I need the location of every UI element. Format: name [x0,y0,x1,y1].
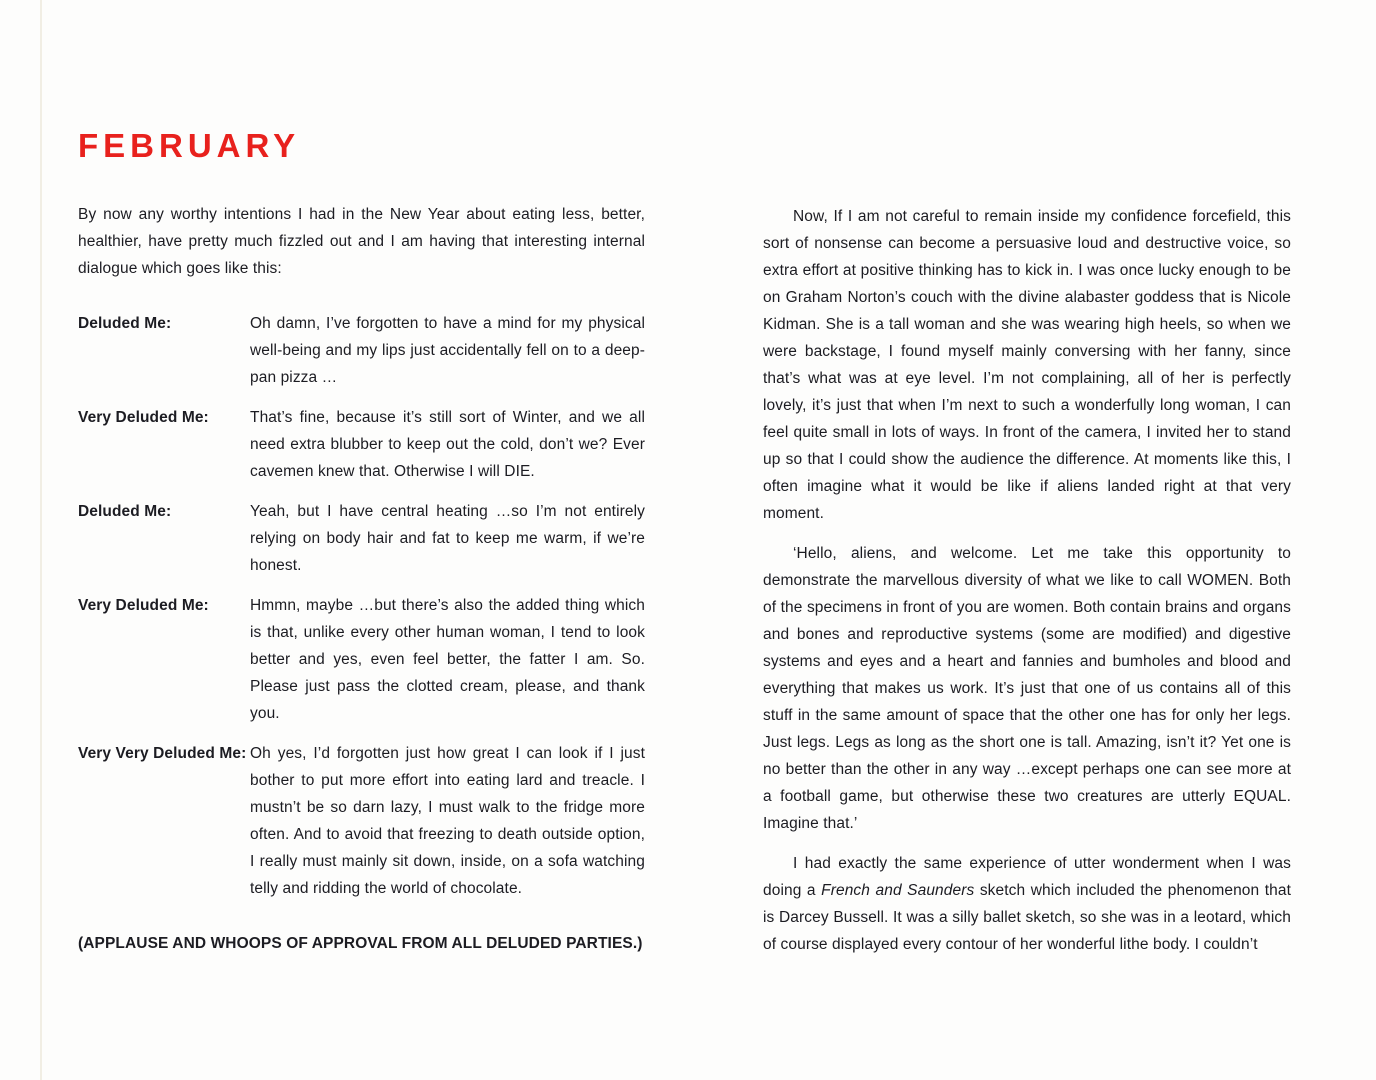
scan-crease-line [40,0,42,1080]
chapter-heading: FEBRUARY [78,127,301,164]
dialogue-speaker: Very Deluded Me: [78,596,209,614]
page-right [763,0,1291,971]
dialogue-entry [78,498,645,579]
body-paragraphs [763,203,1291,958]
paragraph [763,203,1291,527]
paragraph-text: ‘Hello, aliens, and welcome. Let me take this opportunity to demonstrate the marvellous diversity of what we like to call WOMEN. Both of the specimens in front of you are women. Both contain brains and organs and bones and reproductive systems (some are modified) and digestive systems and eyes and a heart and fannies and bumholes and blood and everything that makes us work. It’s just that one of us contains all of this stuff in the same amount of space that the other one has for only her legs. Just legs. Legs as long as the short one is tall. Amazing, isn’t it? Yet one is no better than the other in any way …except perhaps one can see more at a football game, but otherwise these two creatures are utterly EQUAL. Imagine that.’ [763,545,1291,832]
dialogue-entry [78,740,645,902]
dialogue-text: Hmmn, maybe …but there’s also the added thing which is that, unlike every other human woman, I tend to look better and yes, even feel better, the fatter I am. So. Please just pass the clotted cream, please, and thank you. [250,596,645,722]
dialogue-text: Oh damn, I’ve forgotten to have a mind for my physical well-being and my lips just accidentally fell on to a deep-pan pizza … [250,314,645,386]
intro-paragraph: By now any worthy intentions I had in the New Year about eating less, better, healthier, have pretty much fizzled out and I am having that interesting internal dialogue which goes like this: [78,205,645,277]
dialogue-entry [78,404,645,485]
paragraph [763,850,1291,958]
dialogue-speaker: Very Very Deluded Me: [78,744,247,762]
paragraph-text: Now, If I am not careful to remain inside my confidence forcefield, this sort of nonsense can become a persuasive loud and destructive voice, so extra effort at positive thinking has to kick in. I was once lucky enough to be on Graham Norton’s couch with the divine alabaster goddess that is Nicole Kidman. She is a tall woman and she was wearing high heels, so when we were backstage, I found myself mainly conversing with her fanny, since that’s what was at eye level. I’m not complaining, all of her is perfectly lovely, it’s just that when I’m next to such a wonderfully long woman, I can feel quite small in lots of ways. In front of the camera, I invited her to stand up so that I could show the audience the difference. At moments like this, I often imagine what it would be like if aliens landed right at that very moment. [763,208,1291,522]
dialogue-text: Yeah, but I have central heating …so I’m not entirely relying on body hair and fat to keep me warm, if we’re honest. [250,502,645,574]
dialogue-entry [78,592,645,727]
paragraph [763,540,1291,837]
dialogue-speaker: Deluded Me: [78,502,172,520]
paragraph-text: sketch which included the phenomenon that is Darcey Bussell. It was a silly ballet sketch, so she was in a leotard, which of course displayed every contour of her wonderful lithe body. I couldn’t [763,882,1291,953]
paragraph-text: I had exactly the same experience of utter wonderment when I was doing a [763,855,1291,899]
dialogue-text: Oh yes, I’d forgotten just how great I can look if I just bother to put more effort into eating lard and treacle. I mustn’t be so darn lazy, I must walk to the fridge more often. And to avoid that freezing to death outside option, I really must mainly sit down, inside, on a sofa watching telly and ridding the world of chocolate. [250,744,645,897]
dialogue-speaker: Deluded Me: [78,314,172,332]
dialogue-entry [78,310,645,391]
dialogue-text: That’s fine, because it’s still sort of Winter, and we all need extra blubber to keep out the cold, don’t we? Ever cavemen knew that. Otherwise I will DIE. [250,408,645,480]
dialogue-speaker: Very Deluded Me: [78,408,209,426]
page-left [78,0,645,957]
italic-title-text: French and Saunders [821,882,975,899]
applause-line: (APPLAUSE AND WHOOPS OF APPROVAL FROM ALL DELUDED PARTIES.) [78,934,643,952]
dialogue-list [78,310,645,902]
